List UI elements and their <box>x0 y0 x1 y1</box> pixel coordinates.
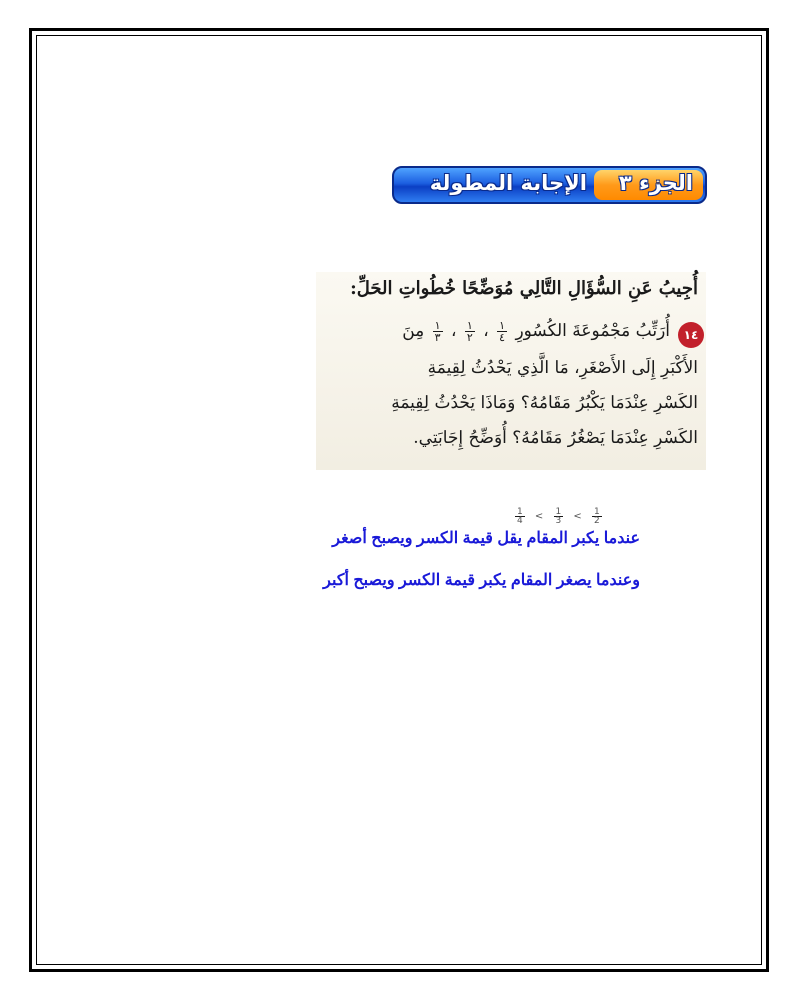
question-number-badge: ١٤ <box>678 322 704 348</box>
fraction-third: $\frac{١}{٣}$ <box>434 319 441 344</box>
answer-line-2: وعندما يصغر المقام يكبر قيمة الكسر ويصبح أكبر <box>323 572 640 589</box>
textbook-question-scan <box>316 272 706 470</box>
question-line-3: الكَسْرِ عِنْدَمَا يَكْبُرُ مَقَامُهُ؟ وَمَاذَا يَحْدُثُ لِقِيمَةِ <box>391 393 698 413</box>
less-than-symbol: < <box>573 511 582 522</box>
fraction-quarter: $\frac{١}{٤}$ <box>499 319 506 344</box>
fraction-ordering <box>513 508 604 525</box>
answer-line-1: عندما يكبر المقام يقل قيمة الكسر ويصبح أصغر <box>332 530 640 547</box>
fraction-half: $\frac{١}{٢}$ <box>466 319 473 344</box>
less-than-symbol: < <box>534 511 544 522</box>
section-banner <box>392 166 707 204</box>
comma: ، <box>483 321 489 341</box>
banner-section-title: الإجابة المطولة <box>429 171 587 195</box>
question-instruction: أُجِيبُ عَنِ السُّؤَالِ التَّالِي مُوَضِّحًا خُطُواتِ الحَلِّ: <box>350 278 698 299</box>
question-line-2: الأَكْبَرِ إِلَى الأَصْغَرِ، مَا الَّذِي يَحْدُثُ لِقِيمَةِ <box>427 358 698 378</box>
ordered-fraction: $\frac{1}{4}$ <box>517 507 523 526</box>
question-line-1 <box>402 320 670 343</box>
ordered-fraction: $\frac{1}{3}$ <box>555 507 562 526</box>
banner-part-label: الجزء ٣ <box>618 171 693 195</box>
question-line-1-suffix: مِنَ <box>402 321 425 341</box>
question-line-4: الكَسْرِ عِنْدَمَا يَصْغُرُ مَقَامُهُ؟ أُوَضِّحُ إِجَابَتِي. <box>413 428 698 448</box>
question-line-1-prefix: أُرَتِّبُ مَجْمُوعَةَ الكُسُورِ <box>515 321 670 341</box>
ordered-fraction: $\frac{1}{2}$ <box>594 507 600 526</box>
comma: ، <box>450 321 457 341</box>
